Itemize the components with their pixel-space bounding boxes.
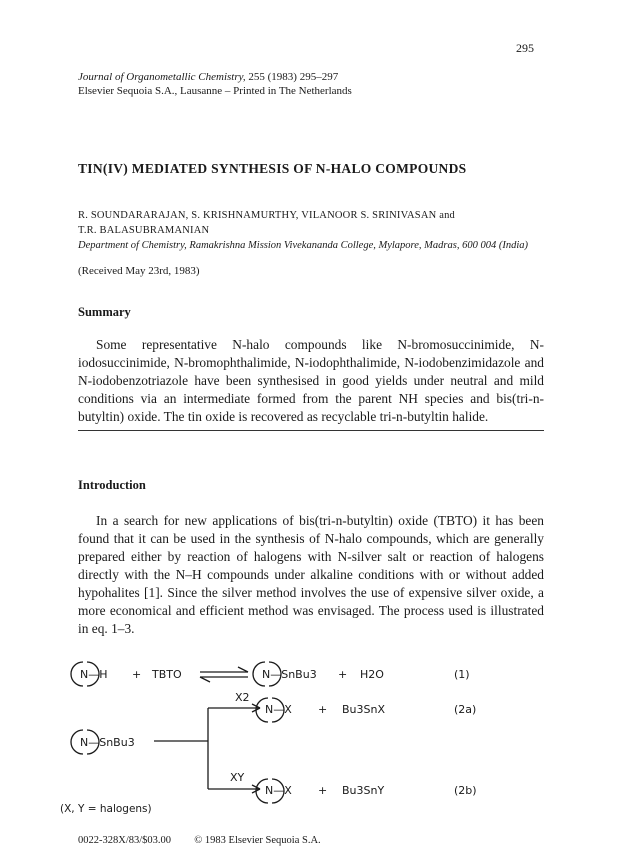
product-2a: N—X (265, 703, 292, 716)
summary-text (78, 336, 544, 426)
reaction-scheme (60, 650, 560, 815)
page-number: 295 (516, 41, 534, 55)
water-label: H2O (360, 668, 384, 681)
received-date: (Received May 23rd, 1983) (78, 265, 200, 277)
eq2a-number: (2a) (454, 703, 477, 716)
summary-heading: Summary (78, 305, 131, 319)
author-list (78, 208, 455, 238)
eq2b-number: (2b) (454, 784, 477, 797)
eq1-number: (1) (454, 668, 470, 681)
halogen-note: (X, Y = halogens) (60, 803, 152, 815)
summary-paragraph: Some representative N-halo compounds like N-bromosuccinimide, N-iodosuccinimide, N-bromophthalimide, N-iodophthalimide, N-iodobenzimidazole and N-iodobenzotriazole have been synthesised in good yields under neutral and mild conditions via an intermediate formed from the parent NH species and bis(tri-n-butyltin) oxide. The tin oxide is recovered as recyclable tri-n-butyltin halide. (78, 337, 544, 424)
reagent-x2: X2 (235, 691, 250, 704)
affiliation: Department of Chemistry, Ramakrishna Mission Vivekananda College, Mylapore, Madras, 600 004 (India) (78, 240, 528, 251)
introduction-heading: Introduction (78, 478, 146, 492)
plus-sign: + (318, 784, 328, 797)
price-code: 0022-328X/83/$03.00 (78, 835, 172, 846)
journal-citation: 255 (1983) 295–297 (248, 71, 339, 83)
journal-name: Journal of Organometallic Chemistry, (78, 71, 246, 83)
eq2-start: N—SnBu3 (80, 736, 135, 749)
tbto-label: TBTO (152, 668, 182, 681)
introduction-paragraph: In a search for new applications of bis(tri-n-butyltin) oxide (TBTO) it has been found that it can be used in the synthesis of N-halo compounds, which are generally prepared either by reaction of halogens with N-silver salt or reaction of halogens directly with the N–H compounds under alkaline conditions with or without added hypohalites [1]. Since the silver method involves the use of expensive silver oxide, a more economical and efficient method was envisaged. The process used is illustrated in eq. 1–3. (78, 513, 544, 636)
introduction-text (78, 512, 544, 638)
eq1-reactant: N—H (80, 668, 108, 681)
product-2b: N—X (265, 784, 292, 797)
equilibrium-arrow (200, 667, 248, 682)
plus-sign: + (132, 668, 142, 681)
article-title: TIN(IV) MEDIATED SYNTHESIS OF N-HALO COMPOUNDS (78, 161, 467, 176)
journal-publisher: Elsevier Sequoia S.A., Lausanne – Printed in The Netherlands (78, 85, 352, 97)
plus-sign: + (318, 703, 328, 716)
eq1-product: N—SnBu3 (262, 668, 317, 681)
page-footer (78, 835, 321, 846)
byproduct-2b: Bu3SnY (342, 784, 385, 797)
authors-line-1: R. SOUNDARARAJAN, S. KRISHNAMURTHY, VILANOOR S. SRINIVASAN and (78, 210, 455, 221)
authors-line-2: T.R. BALASUBRAMANIAN (78, 225, 210, 236)
copyright: © 1983 Elsevier Sequoia S.A. (194, 835, 321, 846)
plus-sign: + (338, 668, 348, 681)
byproduct-2a: Bu3SnX (342, 703, 386, 716)
reagent-xy: XY (230, 771, 245, 784)
section-divider (78, 430, 544, 431)
journal-header (78, 70, 352, 98)
